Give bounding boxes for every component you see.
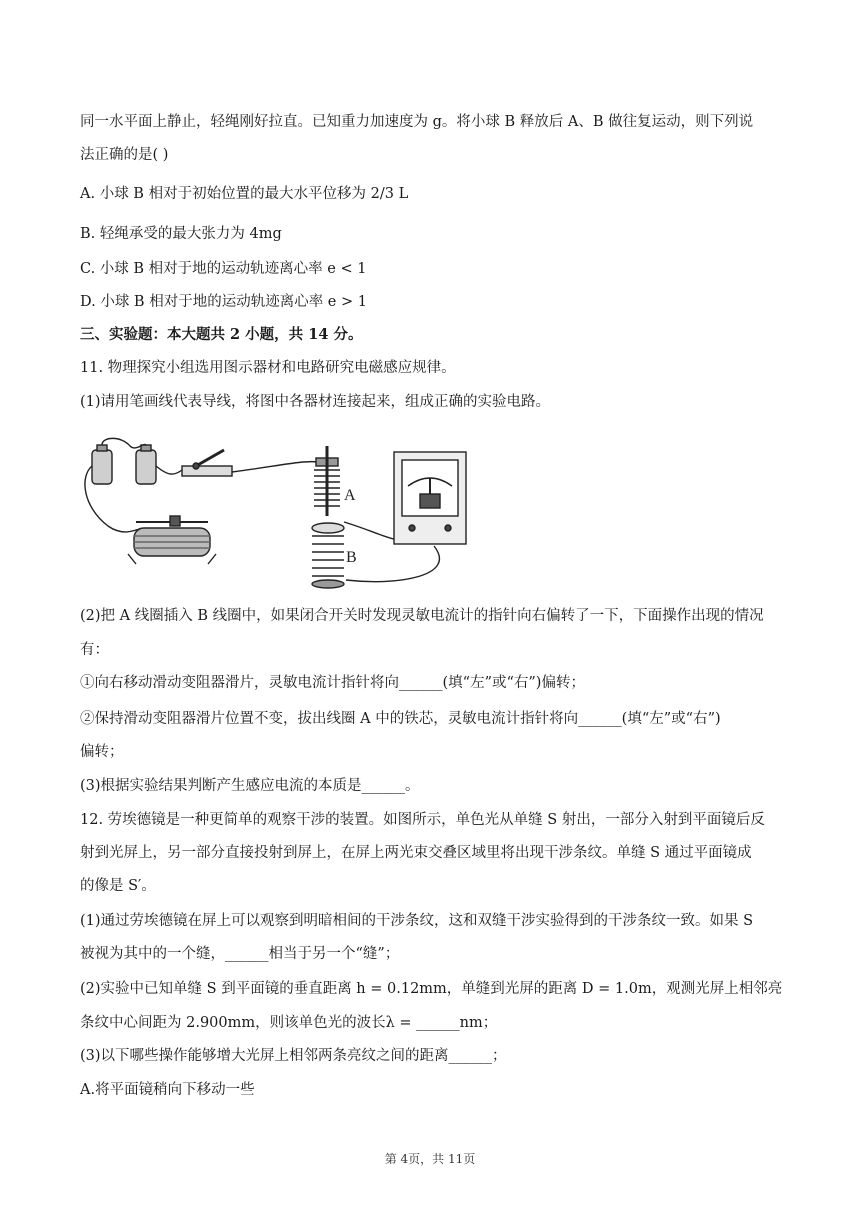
page-footer: 第 4页，共 11页 (384, 1152, 476, 1166)
question-11-stem: 11. 物理探究小组选用图示器材和电路研究电磁感应规律。 (80, 360, 456, 376)
text-line: 同一水平面上静止，轻绳刚好拉直。已知重力加速度为 g。将小球 B 释放后 A、B 做往复运动，则下列说 (80, 114, 754, 130)
text-line: 射到光屏上，另一部分直接投射到屏上，在屏上两光束交叠区域里将出现干涉条纹。单缝 S 通过平面镜成 (80, 845, 752, 861)
text-line: 偏转； (80, 744, 124, 760)
text-line: 被视为其中的一个缝，______相当于另一个“缝”； (80, 946, 400, 962)
option-a: A. 小球 B 相对于初始位置的最大水平位移为 2/3 L (80, 186, 409, 202)
label-b: B (346, 549, 357, 566)
text-line: (3)以下哪些操作能够增大光屏上相邻两条亮纹之间的距离______； (80, 1048, 507, 1064)
text-line: (2)把 A 线圈插入 B 线圈中，如果闭合开关时发现灵敏电流计的指针向右偏转了一下，下面操作出现的情况 (80, 608, 764, 624)
text-line: 条纹中心间距为 2.900mm，则该单色光的波长λ = ______nm； (80, 1015, 498, 1031)
option-c: C. 小球 B 相对于地的运动轨迹离心率 e < 1 (80, 261, 367, 277)
option-d: D. 小球 B 相对于地的运动轨迹离心率 e > 1 (80, 294, 367, 310)
text-line: 法正确的是( ) (80, 147, 169, 163)
label-a: A (344, 487, 356, 504)
section-heading: 三、实验题：本大题共 2 小题，共 14 分。 (80, 326, 363, 343)
option-b: B. 轻绳承受的最大张力为 4mg (80, 226, 282, 242)
battery-2 (136, 450, 156, 484)
text-line: 的像是 S′。 (80, 878, 156, 894)
circuit-figure (78, 436, 470, 590)
text-line: ②保持滑动变阻器滑片位置不变，拔出线圈 A 中的铁芯，灵敏电流计指针将向______(填“左”或“右”) (80, 711, 721, 727)
coil-b (312, 523, 344, 533)
circuit-diagram (78, 436, 470, 590)
switch (182, 466, 232, 476)
text-line: (1)请用笔画线代表导线，将图中各器材连接起来，组成正确的实验电路。 (80, 394, 551, 410)
battery-1 (92, 450, 112, 484)
text-line: A.将平面镜稍向下移动一些 (80, 1082, 255, 1098)
text-line: (3)根据实验结果判断产生感应电流的本质是______。 (80, 778, 420, 794)
text-line: (1)通过劳埃德镜在屏上可以观察到明暗相间的干涉条纹，这和双缝干涉实验得到的干涉条纹一致。如果 S (80, 913, 754, 929)
text-line: (2)实验中已知单缝 S 到平面镜的垂直距离 h = 0.12mm，单缝到光屏的距离 D = 1.0m，观测光屏上相邻亮 (80, 981, 783, 997)
text-line: ①向右移动滑动变阻器滑片，灵敏电流计指针将向______(填“左”或“右”)偏转； (80, 675, 585, 691)
question-12-stem: 12. 劳埃德镜是一种更简单的观察干涉的装置。如图所示，单色光从单缝 S 射出，一部分入射到平面镜后反 (80, 812, 765, 828)
text-line: 有： (80, 642, 109, 658)
